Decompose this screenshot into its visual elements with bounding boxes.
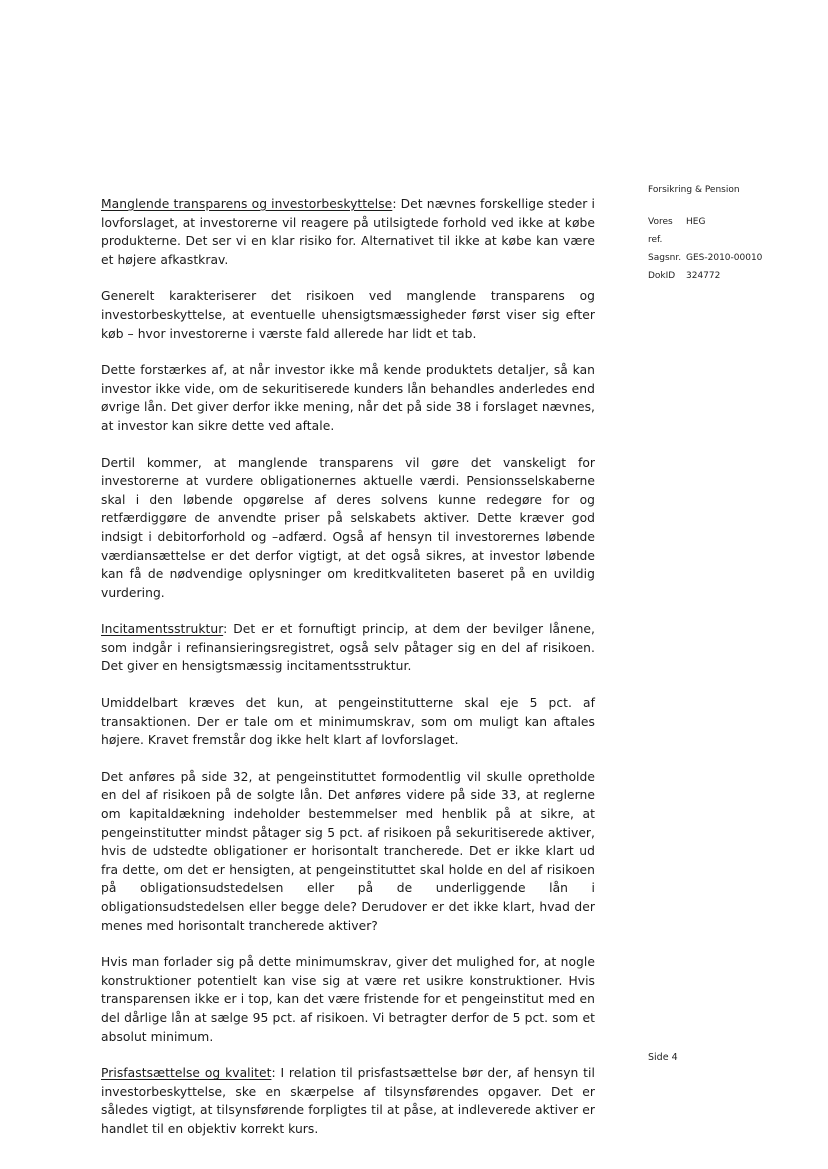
paragraph-pricing <box>101 1064 595 1138</box>
meta-value: 324772 <box>686 271 721 281</box>
paragraph <box>101 953 595 1046</box>
paragraph-text: : Det er et fornuftigt princip, at dem der bevilger lånene, som indgår i refinansieringsregistret, også selv påtager sig en del af risikoen. Det giver en hensigtsmæssig incitamentsstruktur. <box>101 622 595 674</box>
paragraph <box>101 454 595 603</box>
meta-row-docid <box>648 267 818 285</box>
paragraph-text: Det anføres på side 32, at pengeinstituttet formodentlig vil skulle opretholde en del af risikoen på de solgte lån. Det anføres videre på side 33, at reglerne om kapitaldækning indeholder bestemmelser med henblik på at sikre, at pengeinstitutter mindst påtager sig 5 pct. af risikoen på sekuritiserede aktiver, hvis de udstedte obligationer er horisontalt trancherede. Det er ikke klart ud fra dette, om det er hensigten, at pengeinstituttet skal holde en del af risikoen på obligationsudstedelsen eller på de underliggende lån i obligationsudstedelsen eller begge dele? Derudover er det ikke klart, hvad der menes med horisontalt trancherede aktiver? <box>101 769 595 933</box>
letterhead-sidebar <box>648 181 818 285</box>
paragraph <box>101 694 595 750</box>
paragraph-text: Dertil kommer, at manglende transparens vil gøre det vanskeligt for investorerne at vurdere obligationernes aktuelle værdi. Pensionsselskaberne skal i den løbende opgørelse af deres solvens kunne redegøre for og retfærdiggøre de anvendte priser på selskabets aktiver. Dette kræver god indsigt i debitorforhold og –adfærd. Også af hensyn til investorernes løbende værdiansættelse er det derfor vigtigt, at det også sikres, at investor løbende kan få de nødvendige oplysninger om kreditkvaliteten baseret på en uvildig vurdering. <box>101 455 595 600</box>
paragraph-incentive <box>101 620 595 676</box>
meta-label: Sagsnr. <box>648 253 682 263</box>
section-heading: Incitamentsstruktur <box>101 622 224 637</box>
document-body <box>101 195 595 1157</box>
section-heading: Prisfastsættelse og kvalitet <box>101 1066 272 1081</box>
paragraph-text: : I relation til prisfastsættelse bør der, af hensyn til investorbeskyttelse, ske en skærpelse af tilsynsførendes opgaver. Det er således vigtigt, at tilsynsførende forpligtes til at påse, at indleverede aktiver er handlet til en objektiv korrekt kurs. <box>101 1066 595 1136</box>
meta-value: HEG <box>686 217 706 227</box>
meta-row-case <box>648 249 818 267</box>
paragraph-transparency <box>101 195 595 269</box>
paragraph-text: : Det nævnes forskellige steder i lovforslaget, at investorerne vil reagere på utilsigtede forhold ved ikke at købe produkterne. Det ser vi en klar risiko for. Alternativet til ikke at købe kan være et højere afkastkrav. <box>101 197 595 267</box>
paragraph-text: Hvis man forlader sig på dette minimumskrav, giver det mulighed for, at nogle konstruktioner potentielt kan vise sig at være ret usikre konstruktioner. Hvis transparensen ikke er i top, kan det være fristende for et pengeinstitut med en del dårlige lån at sælge 95 pct. af risikoen. Vi betragter derfor de 5 pct. som et absolut minimum. <box>101 955 595 1044</box>
paragraph-text: Umiddelbart kræves det kun, at pengeinstitutterne skal eje 5 pct. af transaktionen. Der er tale om et minimumskrav, som om muligt kan aftales højere. Kravet fremstår dog ikke helt klart af lovforslaget. <box>101 696 595 748</box>
paragraph-text: Generelt karakteriserer det risikoen ved manglende transparens og investorbeskyttelse, at eventuelle uhensigtsmæssigheder først viser sig efter køb – hvor investorerne i værste fald allerede har lidt et tab. <box>101 289 595 341</box>
page-number: Side 4 <box>648 1052 678 1063</box>
paragraph <box>101 287 595 343</box>
meta-label: Vores ref. <box>648 217 673 245</box>
meta-value: GES-2010-00010 <box>686 253 763 263</box>
paragraph <box>101 768 595 935</box>
meta-row-ref <box>648 213 818 249</box>
section-heading: Manglende transparens og investorbeskyttelse <box>101 197 393 211</box>
paragraph <box>101 361 595 435</box>
paragraph-text: Dette forstærkes af, at når investor ikke må kende produktets detaljer, så kan investor ikke vide, om de sekuritiserede kunders lån behandles anderledes end øvrige lån. Det giver derfor ikke mening, når det på side 38 i forslaget nævnes, at investor kan sikre dette ved aftale. <box>101 363 595 433</box>
organization-name: Forsikring & Pension <box>648 185 740 195</box>
meta-label: DokID <box>648 271 676 281</box>
